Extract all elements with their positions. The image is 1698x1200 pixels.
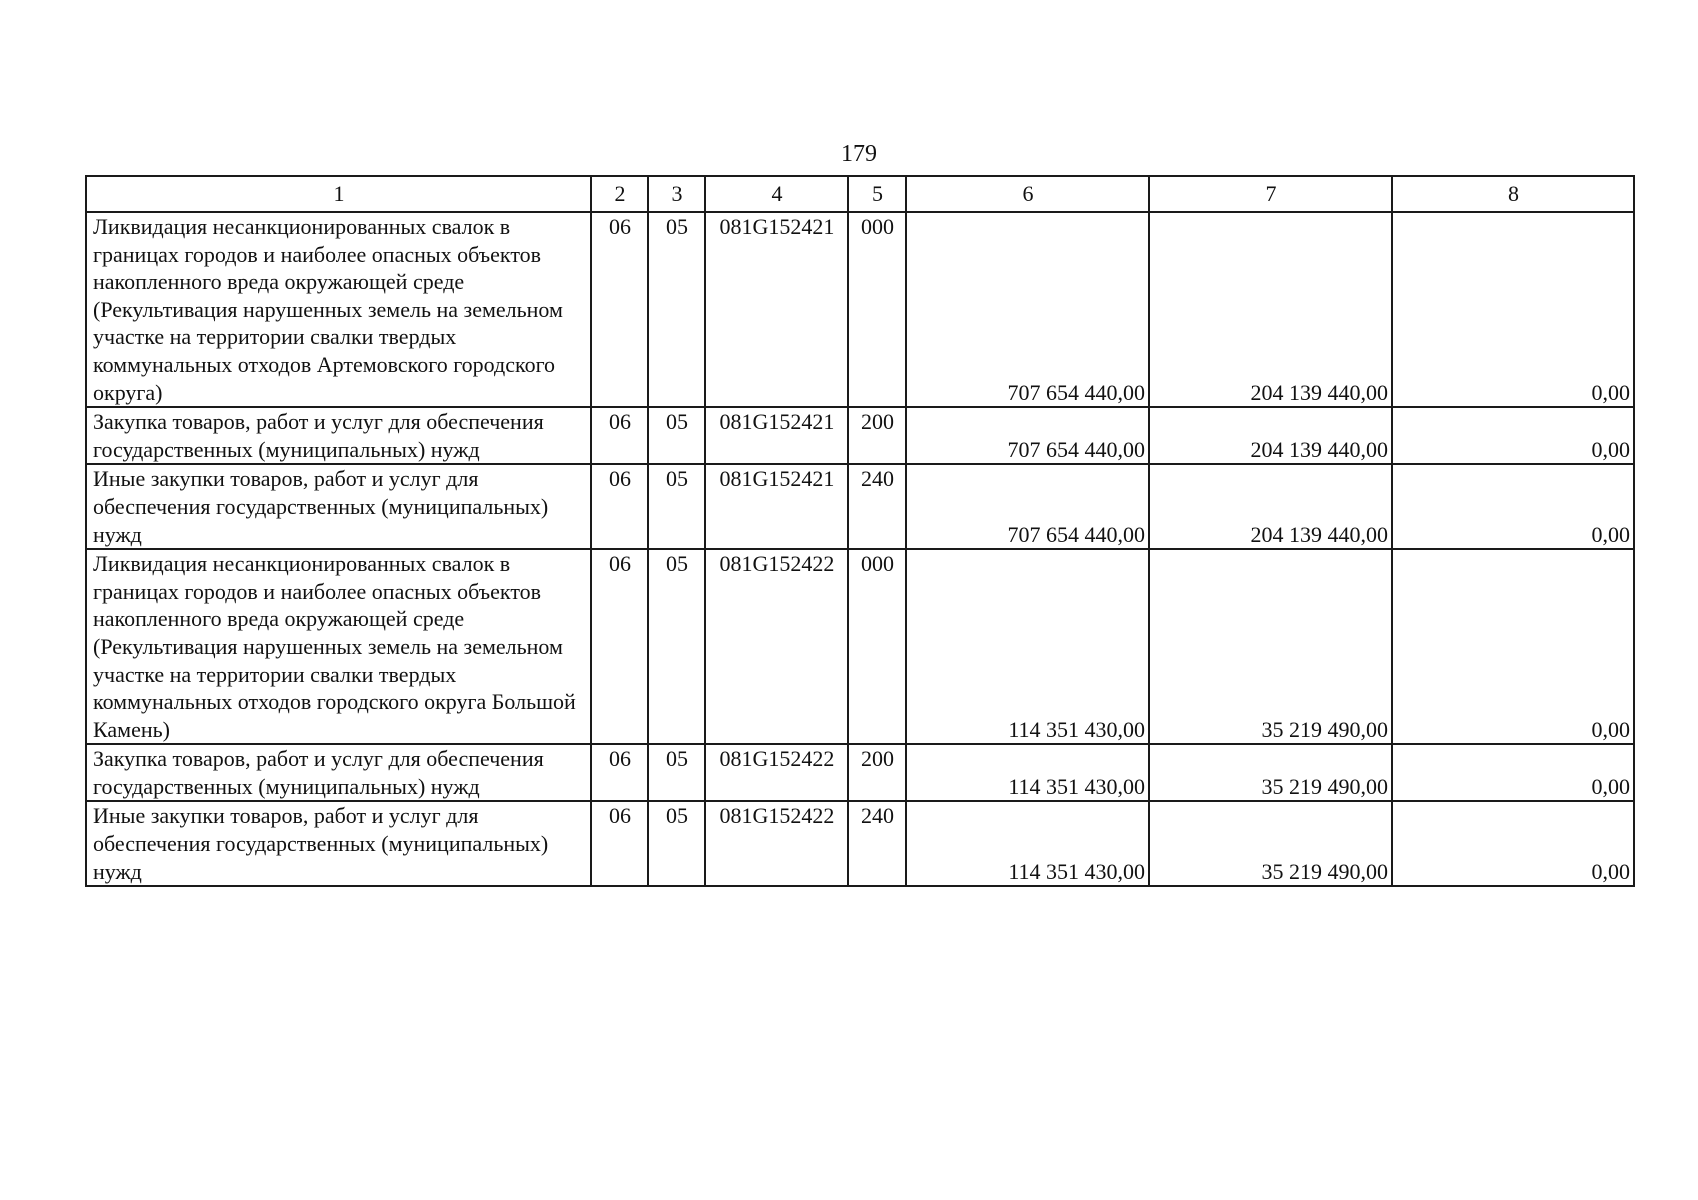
row-name-cell: Закупка товаров, работ и услуг для обеспечения государственных (муниципальных) нужд [86, 744, 591, 801]
expense-type-cell: 240 [848, 801, 906, 886]
amount-cell: 0,00 [1392, 801, 1634, 886]
target-article-cell: 081G152421 [705, 407, 848, 464]
target-article-cell: 081G152422 [705, 549, 848, 744]
amount-cell: 204 139 440,00 [1149, 464, 1392, 549]
row-name-cell: Закупка товаров, работ и услуг для обеспечения государственных (муниципальных) нужд [86, 407, 591, 464]
budget-table [85, 175, 1635, 887]
amount-cell: 707 654 440,00 [906, 464, 1149, 549]
table-row [86, 801, 1634, 886]
table-row [86, 407, 1634, 464]
amount-cell: 0,00 [1392, 744, 1634, 801]
row-name-cell: Иные закупки товаров, работ и услуг для обеспечения государственных (муниципальных) нужд [86, 464, 591, 549]
row-name-cell: Иные закупки товаров, работ и услуг для обеспечения государственных (муниципальных) нужд [86, 801, 591, 886]
target-article-cell: 081G152421 [705, 212, 848, 407]
amount-cell: 114 351 430,00 [906, 801, 1149, 886]
column-header: 3 [648, 176, 705, 212]
section-code-cell: 06 [591, 212, 648, 407]
expense-type-cell: 000 [848, 212, 906, 407]
amount-cell: 204 139 440,00 [1149, 407, 1392, 464]
subsection-code-cell: 05 [648, 801, 705, 886]
column-header: 1 [86, 176, 591, 212]
amount-cell: 35 219 490,00 [1149, 549, 1392, 744]
column-number-header-row [86, 176, 1634, 212]
amount-cell: 35 219 490,00 [1149, 744, 1392, 801]
subsection-code-cell: 05 [648, 407, 705, 464]
amount-cell: 114 351 430,00 [906, 549, 1149, 744]
table-row [86, 464, 1634, 549]
amount-cell: 0,00 [1392, 549, 1634, 744]
page-number: 179 [841, 141, 877, 167]
subsection-code-cell: 05 [648, 464, 705, 549]
column-header: 8 [1392, 176, 1634, 212]
amount-cell: 707 654 440,00 [906, 212, 1149, 407]
table-row [86, 744, 1634, 801]
subsection-code-cell: 05 [648, 212, 705, 407]
target-article-cell: 081G152422 [705, 801, 848, 886]
amount-cell: 204 139 440,00 [1149, 212, 1392, 407]
column-header: 7 [1149, 176, 1392, 212]
amount-cell: 0,00 [1392, 407, 1634, 464]
section-code-cell: 06 [591, 801, 648, 886]
amount-cell: 0,00 [1392, 212, 1634, 407]
subsection-code-cell: 05 [648, 549, 705, 744]
expense-type-cell: 200 [848, 407, 906, 464]
expense-type-cell: 200 [848, 744, 906, 801]
table-row [86, 549, 1634, 744]
expense-type-cell: 240 [848, 464, 906, 549]
column-header: 4 [705, 176, 848, 212]
table-row [86, 212, 1634, 407]
amount-cell: 114 351 430,00 [906, 744, 1149, 801]
column-header: 5 [848, 176, 906, 212]
subsection-code-cell: 05 [648, 744, 705, 801]
section-code-cell: 06 [591, 407, 648, 464]
section-code-cell: 06 [591, 549, 648, 744]
expense-type-cell: 000 [848, 549, 906, 744]
amount-cell: 0,00 [1392, 464, 1634, 549]
amount-cell: 707 654 440,00 [906, 407, 1149, 464]
row-name-cell: Ликвидация несанкционированных свалок в границах городов и наиболее опасных объектов накопленного вреда окружающей среде (Рекультивация нарушенных земель на земельном участке на территории свалки твердых коммунальных отходов Артемовского городского округа) [86, 212, 591, 407]
column-header: 6 [906, 176, 1149, 212]
target-article-cell: 081G152421 [705, 464, 848, 549]
row-name-cell: Ликвидация несанкционированных свалок в границах городов и наиболее опасных объектов накопленного вреда окружающей среде (Рекультивация нарушенных земель на земельном участке на территории свалки твердых коммунальных отходов городского округа Большой Камень) [86, 549, 591, 744]
target-article-cell: 081G152422 [705, 744, 848, 801]
section-code-cell: 06 [591, 464, 648, 549]
column-header: 2 [591, 176, 648, 212]
amount-cell: 35 219 490,00 [1149, 801, 1392, 886]
section-code-cell: 06 [591, 744, 648, 801]
